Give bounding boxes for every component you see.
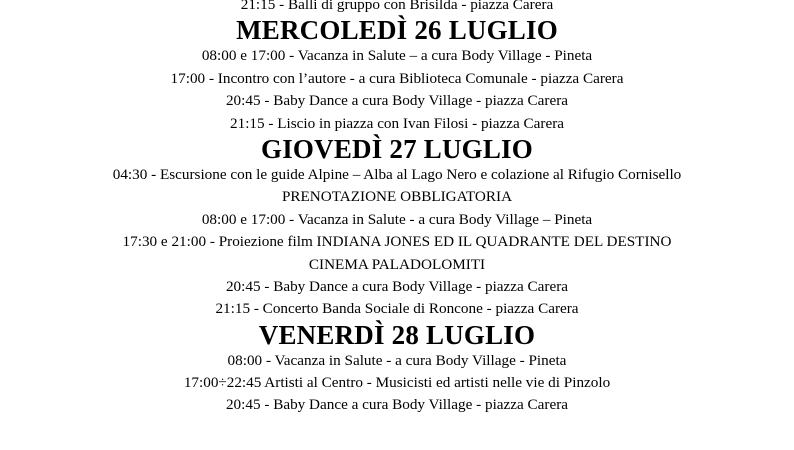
event-line: CINEMA PALADOLOMITI xyxy=(308,255,486,273)
event-line: 17:00÷22:45 Artisti al Centro - Musicisti ed artisti nelle vie di Pinzolo xyxy=(183,374,611,392)
day-heading-wednesday: MERCOLEDÌ 26 LUGLIO xyxy=(236,15,558,46)
event-line: 08:00 - Vacanza in Salute - a cura Body Village - Pineta xyxy=(227,351,567,369)
event-line: 04:30 - Escursione con le guide Alpine – Alba al Lago Nero e colazione al Rifugio Cornisello xyxy=(112,165,682,183)
event-line: 08:00 e 17:00 - Vacanza in Salute - a cura Body Village – Pineta xyxy=(201,210,593,228)
day-heading-friday: VENERDÌ 28 LUGLIO xyxy=(258,319,536,350)
event-line: 08:00 e 17:00 - Vacanza in Salute – a cura Body Village - Pineta xyxy=(201,47,593,65)
event-line: 20:45 - Baby Dance a cura Body Village - piazza Carera xyxy=(225,396,569,414)
event-line: 17:00 - Incontro con l’autore - a cura Biblioteca Comunale - piazza Carera xyxy=(170,69,624,87)
event-line: 21:15 - Concerto Banda Sociale di Roncone - piazza Carera xyxy=(215,300,579,318)
event-line: 20:45 - Baby Dance a cura Body Village - piazza Carera xyxy=(225,92,569,110)
event-line: 17:30 e 21:00 - Proiezione film INDIANA JONES ED IL QUADRANTE DEL DESTINO xyxy=(122,233,672,251)
event-line: 21:15 - Liscio in piazza con Ivan Filosi - piazza Carera xyxy=(230,114,564,132)
event-line: 20:45 - Baby Dance a cura Body Village - piazza Carera xyxy=(225,277,569,295)
event-line: PRENOTAZIONE OBBLIGATORIA xyxy=(281,188,513,206)
event-line: 21:15 - Balli di gruppo con Brisilda - piazza Carera xyxy=(240,0,554,13)
day-heading-thursday: GIOVEDÌ 27 LUGLIO xyxy=(261,133,533,164)
